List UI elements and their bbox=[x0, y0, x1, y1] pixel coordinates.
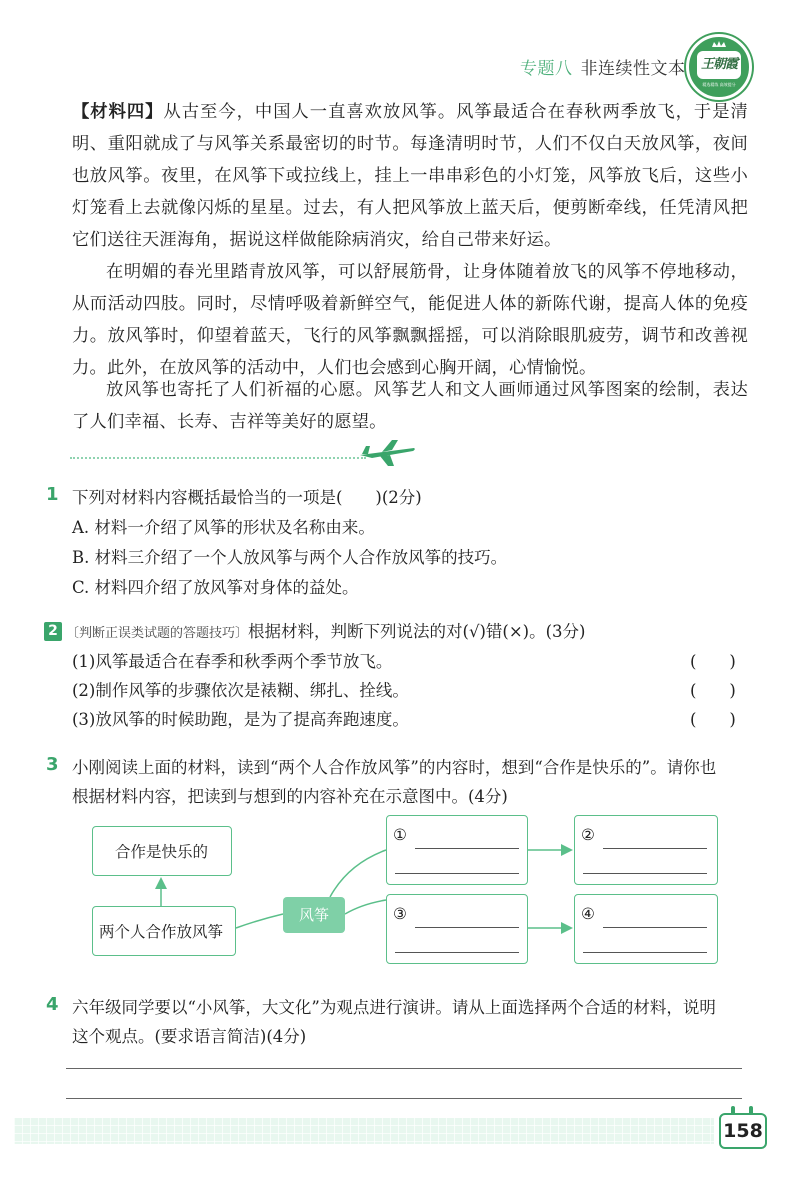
page-number: 158 bbox=[719, 1113, 767, 1149]
blank-mark: ④ bbox=[581, 905, 595, 923]
question-4-line-1: 六年级同学要以“小风筝，大文化”为观点进行演讲。请从上面选择两个合适的材料，说明 bbox=[72, 998, 716, 1017]
answer-line bbox=[395, 873, 519, 874]
judge-item-1: (1)风筝最适合在春季和秋季两个季节放飞。 bbox=[72, 652, 393, 671]
topic-label: 专题八 bbox=[520, 59, 573, 79]
passage-paragraph-2: 在明媚的春光里踏青放风筝，可以舒展筋骨，让身体随着放飞的风筝不停地移动，从而活动四肢。同时，尽情呼吸着新鲜空气，能促进人体的新陈代谢，提高人体的免疫力。放风筝时，仰望着蓝天，飞行的风筝飘飘摇摇，可以消除眼肌疲劳，调节和改善视力。此外，在放风筝的活动中，人们也会感到心胸开阔，心情愉悦。 bbox=[72, 262, 748, 378]
answer-line bbox=[603, 927, 707, 928]
question-3-line-2: 根据材料内容，把读到与想到的内容补充在示意图中。(4分) bbox=[72, 787, 508, 806]
question-number: 1 bbox=[46, 484, 59, 505]
diagram-blank-4[interactable] bbox=[574, 894, 718, 964]
question-1-stem: 下列对材料内容概括最恰当的一项是( )(2分) bbox=[72, 488, 422, 507]
material-label: 【材料四】 bbox=[72, 102, 164, 122]
diagram-box-reading bbox=[92, 906, 236, 956]
answer-tip: 〔判断正误类试题的答题技巧〕 bbox=[66, 626, 249, 641]
question-number-badge: 2 bbox=[44, 622, 62, 641]
option-a[interactable]: A. 材料一介绍了风筝的形状及名称由来。 bbox=[72, 518, 375, 537]
question-number: 4 bbox=[46, 994, 59, 1015]
diagram-center-kite: 风筝 bbox=[283, 897, 345, 933]
answer-line-1[interactable] bbox=[66, 1068, 742, 1069]
passage-paragraph-3: 放风筝也寄托了人们祈福的心愿。风筝艺人和文人画师通过风筝图案的绘制，表达了人们幸福、长寿、吉祥等美好的愿望。 bbox=[72, 380, 748, 432]
footer-band bbox=[14, 1118, 714, 1144]
judge-item-3: (3)放风筝的时候助跑，是为了提高奔跑速度。 bbox=[72, 710, 409, 729]
diagram-blank-3[interactable] bbox=[386, 894, 528, 964]
question-3-line-1: 小刚阅读上面的材料，读到“两个人合作放风筝”的内容时，想到“合作是快乐的”。请你也 bbox=[72, 758, 717, 777]
question-4 bbox=[46, 994, 59, 1015]
option-c[interactable]: C. 材料四介绍了放风筝对身体的益处。 bbox=[72, 578, 359, 597]
seal-subtext: 精选精练 高效提分 bbox=[702, 82, 736, 87]
answer-paren-1[interactable]: ( ) bbox=[690, 652, 736, 671]
answer-line bbox=[583, 952, 707, 953]
answer-line bbox=[395, 952, 519, 953]
seal-text: 王朝霞 bbox=[697, 51, 741, 79]
answer-line bbox=[583, 873, 707, 874]
blank-mark: ② bbox=[581, 826, 595, 844]
paragraph-text: 从古至今，中国人一直喜欢放风筝。风筝最适合在春秋两季放飞，于是清明、重阳就成了与风筝关系最密切的时节。每逢清明时节，人们不仅白天放风筝，夜间也放风筝。夜里，在风筝下或拉线上，挂上一串串彩色的小灯笼，风筝放飞后，这些小灯笼看上去就像闪烁的星星。过去，有人把风筝放上蓝天后，便剪断牵线，任凭清风把它们送往天涯海角，据说这样做能除病消灾，给自己带来好运。 bbox=[72, 102, 748, 250]
answer-line bbox=[415, 927, 519, 928]
question-number: 3 bbox=[46, 754, 59, 775]
blank-mark: ① bbox=[393, 826, 407, 844]
topic-title: 非连续性文本 bbox=[580, 59, 686, 79]
answer-paren-3[interactable]: ( ) bbox=[690, 710, 736, 729]
box-label: 两个人合作放风筝 bbox=[99, 923, 224, 941]
judge-item-2: (2)制作风筝的步骤依次是裱糊、绑扎、拴线。 bbox=[72, 681, 409, 700]
blank-mark: ③ bbox=[393, 905, 407, 923]
answer-line bbox=[603, 848, 707, 849]
option-b[interactable]: B. 材料三介绍了一个人放风筝与两个人合作放风筝的技巧。 bbox=[72, 548, 508, 567]
question-2-text: 根据材料，判断下列说法的对(√)错(×)。(3分) bbox=[248, 622, 586, 641]
question-4-line-2: 这个观点。(要求语言简洁)(4分) bbox=[72, 1027, 307, 1046]
diagram-box-thought bbox=[92, 826, 232, 876]
diagram-blank-2[interactable] bbox=[574, 815, 718, 885]
answer-line bbox=[415, 848, 519, 849]
answer-paren-2[interactable]: ( ) bbox=[690, 681, 736, 700]
answer-line-2[interactable] bbox=[66, 1098, 742, 1099]
diagram-blank-1[interactable] bbox=[386, 815, 528, 885]
box-label: 合作是快乐的 bbox=[115, 843, 209, 861]
